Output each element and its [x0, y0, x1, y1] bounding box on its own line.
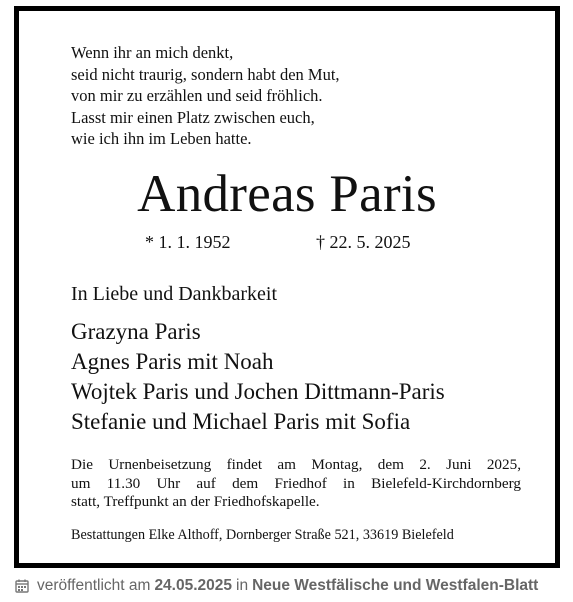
mourner: Agnes Paris mit Noah [71, 349, 274, 374]
published-connector: in [236, 577, 249, 594]
burial-line: um 11.30 Uhr auf dem Friedhof in Bielefeld-Kirchdornberg [71, 474, 521, 492]
calendar-icon [15, 579, 29, 593]
poem-line: wie ich ihn im Leben hatte. [71, 129, 252, 148]
mourner: Stefanie und Michael Paris mit Sofia [71, 409, 411, 434]
obituary-notice [14, 6, 560, 568]
burial-line: statt, Treffpunkt an der Friedhofskapelle. [71, 493, 320, 510]
publication-footer [15, 577, 538, 595]
published-date: 24.05.2025 [154, 577, 233, 594]
dedication: In Liebe und Dankbarkeit [71, 283, 278, 305]
undertaker-info: Bestattungen Elke Althoff, Dornberger Straße 521, 33619 Bielefeld [71, 527, 454, 543]
birth-date: * 1. 1. 1952 [145, 232, 231, 252]
poem-line: von mir zu erzählen und seid fröhlich. [71, 86, 323, 105]
mourner: Grazyna Paris [71, 319, 201, 344]
poem-line: Lasst mir einen Platz zwischen euch, [71, 107, 315, 127]
burial-notice [71, 456, 521, 512]
published-label: veröffentlicht am [37, 577, 151, 594]
mourners-list [71, 317, 445, 437]
death-date: † 22. 5. 2025 [316, 232, 411, 252]
deceased-name: Andreas Paris [137, 165, 437, 223]
publication-link[interactable]: Neue Westfälische und Westfalen-Blatt [252, 577, 539, 594]
poem-line: seid nicht traurig, sondern habt den Mut, [71, 64, 340, 84]
poem [71, 42, 340, 150]
burial-line: Die Urnenbeisetzung findet am Montag, dem 2. Juni 2025, [71, 456, 521, 473]
poem-line: Wenn ihr an mich denkt, [71, 43, 234, 62]
mourner: Wojtek Paris und Jochen Dittmann-Paris [71, 379, 445, 404]
